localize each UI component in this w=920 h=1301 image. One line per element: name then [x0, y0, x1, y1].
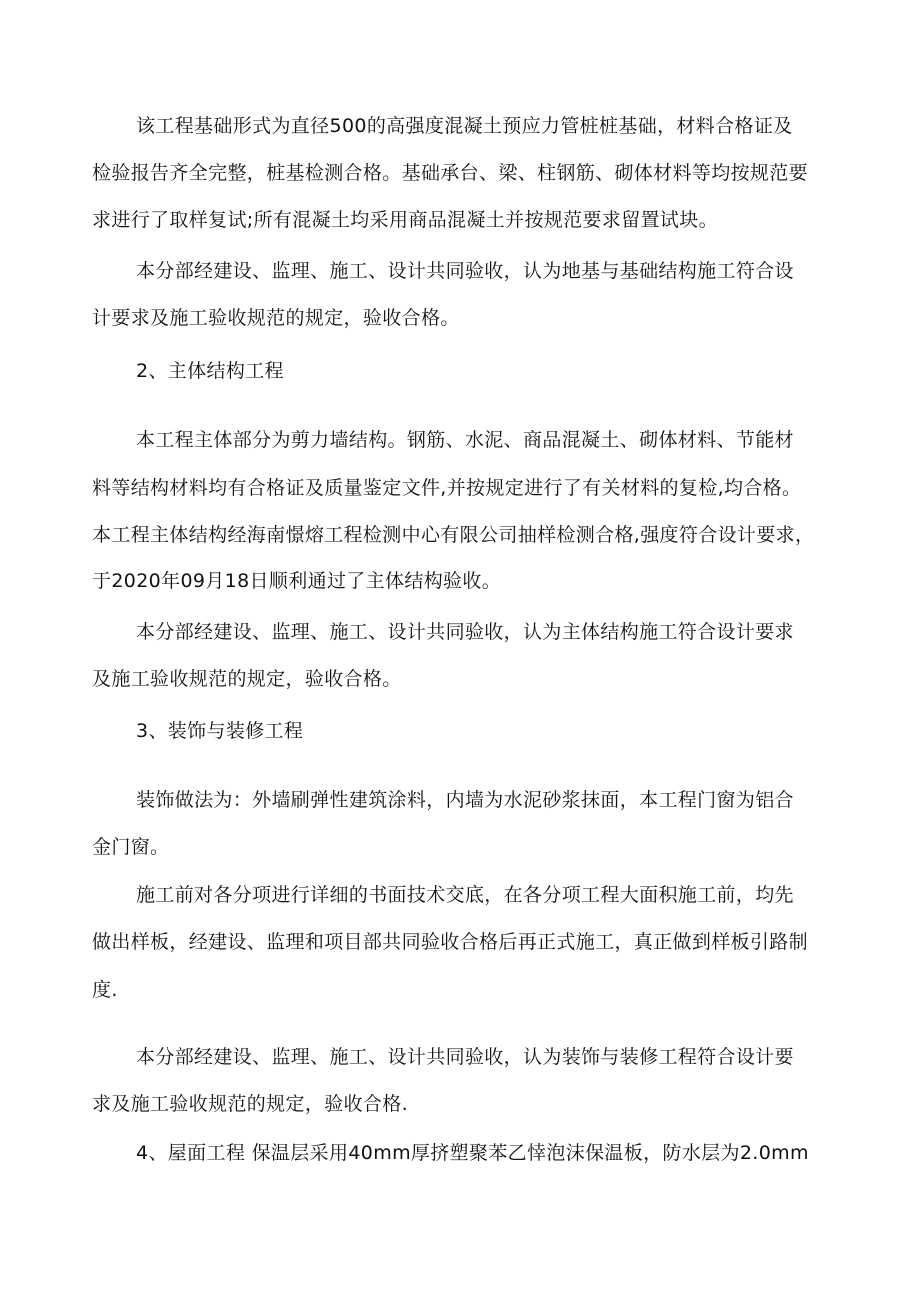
- text-line: 做出样板，经建设、监理和项目部共同验收合格后再正式施工，真正做到样板引路制: [92, 931, 808, 953]
- text-line: 金门窗。: [92, 836, 170, 858]
- section-heading-decoration: 3、装饰与装修工程: [136, 720, 304, 742]
- text-line: 4、屋面工程 保温层采用40mm厚挤塑聚苯乙悻泡沫保温板，防水层为2.0mm: [136, 1142, 809, 1164]
- text-line: 料等结构材料均有合格证及质量鉴定文件,并按规定进行了有关材料的复检,均合格。: [92, 477, 802, 499]
- text-line: 本工程主体部分为剪力墙结构。钢筋、水泥、商品混凝土、砌体材料、节能材: [136, 429, 794, 451]
- section-heading-main-structure: 2、主体结构工程: [136, 360, 284, 382]
- text-line: 施工前对各分项进行详细的书面技术交底，在各分项工程大面积施工前，均先: [136, 884, 794, 906]
- text-line: 于2020年09月18日顺利通过了主体结构验收。: [92, 570, 502, 592]
- text-line: 度.: [92, 979, 118, 1001]
- text-line: 本分部经建设、监理、施工、设计共同验收，认为主体结构施工符合设计要求: [136, 621, 794, 643]
- text-line: 求及施工验收规范的规定，验收合格.: [92, 1093, 408, 1115]
- text-line: 检验报告齐全完整，桩基检测合格。基础承台、梁、柱钢筋、砌体材料等均按规范要: [92, 162, 808, 184]
- text-line: 该工程基础形式为直径500的高强度混凝土预应力管桩桩基础，材料合格证及: [136, 115, 793, 137]
- text-line: 计要求及施工验收规范的规定，验收合格。: [92, 307, 460, 329]
- text-line: 本分部经建设、监理、施工、设计共同验收，认为装饰与装修工程符合设计要: [136, 1046, 794, 1068]
- text-line: 及施工验收规范的规定，验收合格。: [92, 668, 402, 690]
- text-line: 本分部经建设、监理、施工、设计共同验收，认为地基与基础结构施工符合设: [136, 260, 794, 282]
- text-line: 本工程主体结构经海南憬熔工程检测中心有限公司抽样检测合格,强度符合设计要求，: [92, 524, 815, 546]
- text-line: 求进行了取样复试;所有混凝土均采用商品混凝土并按规范要求留置试块。: [92, 209, 718, 231]
- text-line: 装饰做法为：外墙刷弹性建筑涂料，内墙为水泥砂浆抹面，本工程门窗为铝合: [136, 789, 794, 811]
